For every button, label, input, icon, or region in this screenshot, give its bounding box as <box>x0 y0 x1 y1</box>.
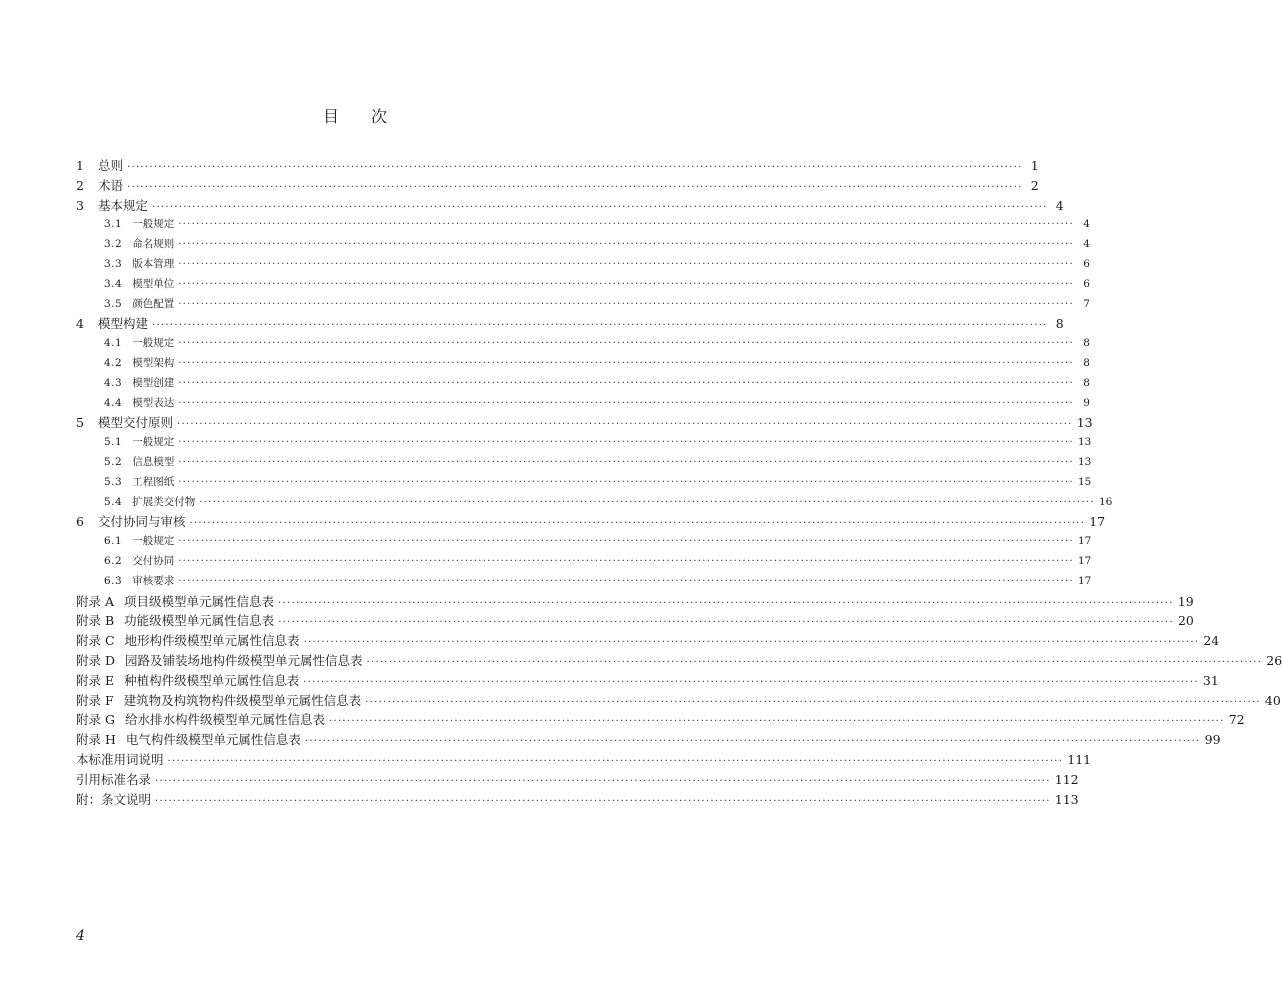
toc-entry-label <box>76 790 151 810</box>
toc-entry-page: 4 <box>1055 197 1064 213</box>
toc-entry-title: 模型架构 <box>132 356 175 369</box>
toc-entry-label <box>76 631 300 651</box>
title-char-1: 目 <box>322 107 339 126</box>
toc-entry-title: 地形构件级模型单元属性信息表 <box>124 633 300 649</box>
toc-entry[interactable] <box>76 710 1245 730</box>
dot-leader: ········································································································································································································ <box>278 597 1174 609</box>
toc-entry-label <box>76 552 174 572</box>
toc-entry-number: 3.4 <box>104 277 123 290</box>
toc-entry-number: 5 <box>76 415 84 431</box>
toc-entry-number: 附录 A <box>76 593 115 609</box>
toc-entry-number: 3.5 <box>104 297 123 310</box>
toc-entry-page: 99 <box>1204 732 1221 748</box>
toc-entry[interactable] <box>76 314 1064 334</box>
toc-entry-title: 命名规则 <box>132 238 175 251</box>
toc-subentry[interactable] <box>76 255 1090 275</box>
toc-entry-number: 6.2 <box>104 554 123 567</box>
toc-entry-page: 9 <box>1083 396 1090 409</box>
toc-entry[interactable] <box>76 611 1194 631</box>
toc-subentry[interactable] <box>76 552 1092 572</box>
toc-entry-title: 审核要求 <box>132 574 175 587</box>
toc-entry-page: 6 <box>1083 257 1090 270</box>
toc-entry[interactable] <box>76 413 1093 433</box>
toc-entry[interactable] <box>76 592 1194 612</box>
toc-entry-title: 版本管理 <box>132 257 175 270</box>
dot-leader: ········································································································································································································ <box>155 775 1051 787</box>
toc-entry-title: 附：条文说明 <box>76 791 152 807</box>
dot-leader: ········································································································································································································ <box>178 239 1074 251</box>
toc-entry-title: 电气构件级模型单元属性信息表 <box>125 732 301 748</box>
toc-entry-page: 6 <box>1083 277 1090 290</box>
toc-entry-label <box>76 394 174 414</box>
toc-entry-page: 40 <box>1264 692 1281 708</box>
toc-subentry[interactable] <box>76 215 1090 235</box>
toc-entry-number: 6 <box>76 514 84 530</box>
toc-entry-number: 4.3 <box>104 376 123 389</box>
toc-entry-page: 15 <box>1077 475 1092 488</box>
toc-entry-page: 8 <box>1083 337 1090 350</box>
toc-entry-number: 5.4 <box>104 495 123 508</box>
toc-subentry[interactable] <box>76 235 1090 255</box>
dot-leader: ········································································································································································································ <box>178 278 1074 290</box>
toc-entry[interactable] <box>76 691 1281 711</box>
dot-leader: ········································································································································································································ <box>303 637 1200 649</box>
toc-entry-label <box>76 354 174 374</box>
toc-entry-number: 4.1 <box>104 337 123 350</box>
dot-leader: ········································································································································································································ <box>278 617 1174 629</box>
toc-entry[interactable] <box>76 790 1079 810</box>
toc-entry[interactable] <box>76 176 1039 196</box>
dot-leader: ········································································································································································································ <box>155 795 1051 807</box>
toc-entry-label <box>76 671 299 691</box>
toc-entry-label <box>76 374 174 394</box>
toc-entry-title: 术语 <box>97 177 123 193</box>
toc-entry-page: 8 <box>1083 356 1090 369</box>
toc-subentry[interactable] <box>76 572 1092 592</box>
dot-leader: ········································································································································································································ <box>304 736 1201 748</box>
toc-entry-page: 1 <box>1030 158 1039 173</box>
dot-leader: ········································································································································································································ <box>366 656 1263 668</box>
toc-entry-label <box>76 433 174 453</box>
dot-leader: ········································································································································································································ <box>178 377 1074 389</box>
toc-entry-page: 16 <box>1098 495 1113 508</box>
toc-entry-title: 一般规定 <box>132 337 175 350</box>
toc-entry-title: 功能级模型单元属性信息表 <box>124 613 275 629</box>
toc-entry-number: 附录 C <box>76 633 115 649</box>
toc-entry-number: 4 <box>76 316 84 332</box>
toc-entry-label <box>76 196 148 216</box>
toc-entry-number: 1 <box>76 158 84 173</box>
toc-entry-page: 2 <box>1030 177 1039 193</box>
toc-entry-number: 3.2 <box>104 238 123 251</box>
toc-entry-number: 4.4 <box>104 396 123 409</box>
toc-subentry[interactable] <box>76 354 1090 374</box>
toc-entry-label <box>76 156 123 176</box>
toc-entry-title: 种植构件级模型单元属性信息表 <box>124 672 300 688</box>
dot-leader: ········································································································································································································ <box>178 258 1074 270</box>
toc-entry-title: 本标准用词说明 <box>76 751 164 767</box>
dot-leader: ········································································································································································································ <box>178 456 1074 468</box>
dot-leader: ········································································································································································································ <box>199 496 1095 508</box>
toc-entry-page: 17 <box>1089 514 1106 530</box>
toc-entry-page: 13 <box>1076 415 1093 431</box>
toc-entry-title: 园路及铺装场地构件级模型单元属性信息表 <box>125 652 363 668</box>
toc-entry-number: 3.3 <box>104 257 123 270</box>
toc-entry-page: 8 <box>1083 376 1090 389</box>
toc-entry-label <box>76 314 148 334</box>
toc-entry-page: 17 <box>1077 535 1092 548</box>
toc-entry[interactable] <box>76 770 1079 790</box>
toc-entry-page: 4 <box>1083 238 1090 251</box>
toc-entry-number: 附录 F <box>76 692 114 708</box>
toc-entry-number: 3.1 <box>104 218 123 231</box>
dot-leader: ········································································································································································································ <box>178 575 1074 587</box>
toc-subentry[interactable] <box>76 532 1092 552</box>
dot-leader: ········································································································································································································ <box>303 676 1199 688</box>
toc-entry-label <box>76 651 363 671</box>
toc-entry-label <box>76 592 274 612</box>
toc-entry-page: 19 <box>1177 593 1194 609</box>
toc-entry-label <box>76 512 185 532</box>
toc-subentry[interactable] <box>76 473 1092 493</box>
toc-entry-title: 总则 <box>97 158 123 173</box>
dot-leader: ········································································································································································································ <box>126 162 1023 173</box>
dot-leader: ········································································································································································································ <box>151 320 1048 332</box>
toc-entry-page: 113 <box>1054 791 1079 807</box>
toc-entry-page: 24 <box>1203 633 1220 649</box>
toc-entry-title: 模型创建 <box>132 376 175 389</box>
toc-entry-page: 13 <box>1077 436 1092 449</box>
toc-entry-page: 17 <box>1077 554 1092 567</box>
toc-entry-page: 72 <box>1228 712 1245 728</box>
toc-entry-title: 颜色配置 <box>132 297 175 310</box>
toc-subentry[interactable] <box>76 374 1090 394</box>
toc-subentry[interactable] <box>76 493 1113 513</box>
toc-subentry[interactable] <box>76 453 1092 473</box>
toc-entry-label <box>76 691 361 711</box>
toc-entry-title: 工程图纸 <box>132 475 175 488</box>
toc-entry[interactable] <box>76 512 1106 532</box>
toc-entry-page: 17 <box>1077 574 1092 587</box>
toc-entry-page: 111 <box>1067 751 1092 767</box>
toc-entry-label <box>76 750 164 770</box>
toc-entry-title: 建筑物及构筑物构件级模型单元属性信息表 <box>123 692 362 708</box>
toc-entry-title: 交付协同与审核 <box>97 514 186 530</box>
toc-entry-title: 基本规定 <box>97 197 148 213</box>
toc-entry-page: 4 <box>1083 218 1090 231</box>
toc-entry-number: 附录 D <box>76 652 115 668</box>
toc-entry-label <box>76 572 174 592</box>
dot-leader: ········································································································································································································ <box>126 181 1023 193</box>
toc-entry[interactable] <box>76 651 1282 671</box>
toc-entry-label <box>76 413 173 433</box>
toc-entry-title: 一般规定 <box>132 535 175 548</box>
toc-entry-label <box>76 453 174 473</box>
toc-entry-title: 模型表达 <box>132 396 175 409</box>
toc-entry-title: 一般规定 <box>132 218 175 231</box>
toc-entry-title: 信息模型 <box>132 455 175 468</box>
dot-leader: ········································································································································································································ <box>328 716 1225 728</box>
dot-leader: ········································································································································································································ <box>178 357 1074 369</box>
toc-entry-label <box>76 295 174 315</box>
toc-subentry[interactable] <box>76 433 1092 453</box>
dot-leader: ········································································································································································································ <box>178 437 1074 449</box>
toc-entry-label <box>76 176 123 196</box>
toc-entry-number: 2 <box>76 177 84 193</box>
toc-subentry[interactable] <box>76 275 1090 295</box>
toc-entry-page: 20 <box>1177 613 1194 629</box>
toc-entry-label <box>76 730 301 750</box>
toc-entry-label <box>76 215 174 235</box>
toc-entry-page: 13 <box>1077 455 1092 468</box>
toc-entry-page: 31 <box>1202 672 1219 688</box>
toc-entry[interactable] <box>76 631 1220 651</box>
toc-entry-label <box>76 473 174 493</box>
toc-subentry[interactable] <box>76 334 1090 354</box>
toc-entry-title: 项目级模型单元属性信息表 <box>124 593 275 609</box>
toc-entry-title: 模型交付原则 <box>97 415 173 431</box>
toc-entry-page: 112 <box>1054 771 1079 787</box>
dot-leader: ········································································································································································································ <box>167 755 1064 767</box>
dot-leader: ········································································································································································································ <box>178 338 1074 350</box>
toc-entry-label <box>76 493 195 513</box>
dot-leader: ········································································································································································································ <box>178 476 1074 488</box>
toc-entry-number: 附录 G <box>76 712 115 728</box>
toc-entry-number: 5.1 <box>104 436 123 449</box>
toc-entry-label <box>76 532 174 552</box>
toc-entry-title: 交付协同 <box>132 554 175 567</box>
toc-entry[interactable] <box>76 196 1064 216</box>
table-of-contents <box>76 156 1282 809</box>
toc-entry-title: 给水排水构件级模型单元属性信息表 <box>124 712 325 728</box>
dot-leader: ········································································································································································································ <box>178 219 1074 231</box>
dot-leader: ········································································································································································································ <box>178 298 1074 310</box>
toc-entry-number: 4.2 <box>104 356 123 369</box>
toc-entry-title: 引用标准名录 <box>76 771 152 787</box>
toc-entry-number: 附录 H <box>76 732 116 748</box>
dot-leader: ········································································································································································································ <box>189 518 1086 530</box>
dot-leader: ········································································································································································································ <box>176 419 1073 431</box>
toc-entry[interactable] <box>76 156 1039 176</box>
dot-leader: ········································································································································································································ <box>178 397 1074 409</box>
toc-entry-label <box>76 275 174 295</box>
toc-entry-label <box>76 611 274 631</box>
dot-leader: ········································································································································································································ <box>178 536 1074 548</box>
toc-entry[interactable] <box>76 730 1221 750</box>
toc-entry-number: 3 <box>76 197 84 213</box>
toc-entry-label <box>76 770 151 790</box>
toc-entry-number: 6.1 <box>104 535 123 548</box>
toc-entry-label <box>76 255 174 275</box>
toc-entry-label <box>76 710 325 730</box>
toc-entry-title: 扩展类交付物 <box>132 495 196 508</box>
page-number: 4 <box>76 928 85 944</box>
toc-entry-title: 模型构建 <box>97 316 148 332</box>
toc-subentry[interactable] <box>76 295 1090 315</box>
dot-leader: ········································································································································································································ <box>151 201 1048 213</box>
toc-subentry[interactable] <box>76 394 1090 414</box>
toc-entry[interactable] <box>76 671 1219 691</box>
toc-entry-label <box>76 334 174 354</box>
toc-entry-number: 5.2 <box>104 455 123 468</box>
toc-entry-title: 模型单位 <box>132 277 175 290</box>
toc-entry-number: 5.3 <box>104 475 123 488</box>
dot-leader: ········································································································································································································ <box>365 696 1261 708</box>
toc-entry[interactable] <box>76 750 1092 770</box>
dot-leader: ········································································································································································································ <box>178 555 1074 567</box>
toc-entry-number: 附录 B <box>76 613 115 629</box>
toc-entry-page: 26 <box>1266 652 1282 668</box>
toc-entry-label <box>76 235 174 255</box>
page-title <box>0 104 710 127</box>
toc-entry-number: 附录 E <box>76 672 115 688</box>
toc-entry-title: 一般规定 <box>132 436 175 449</box>
toc-entry-page: 8 <box>1055 316 1064 332</box>
title-char-2: 次 <box>371 107 388 126</box>
toc-entry-page: 7 <box>1083 297 1090 310</box>
toc-entry-number: 6.3 <box>104 574 123 587</box>
